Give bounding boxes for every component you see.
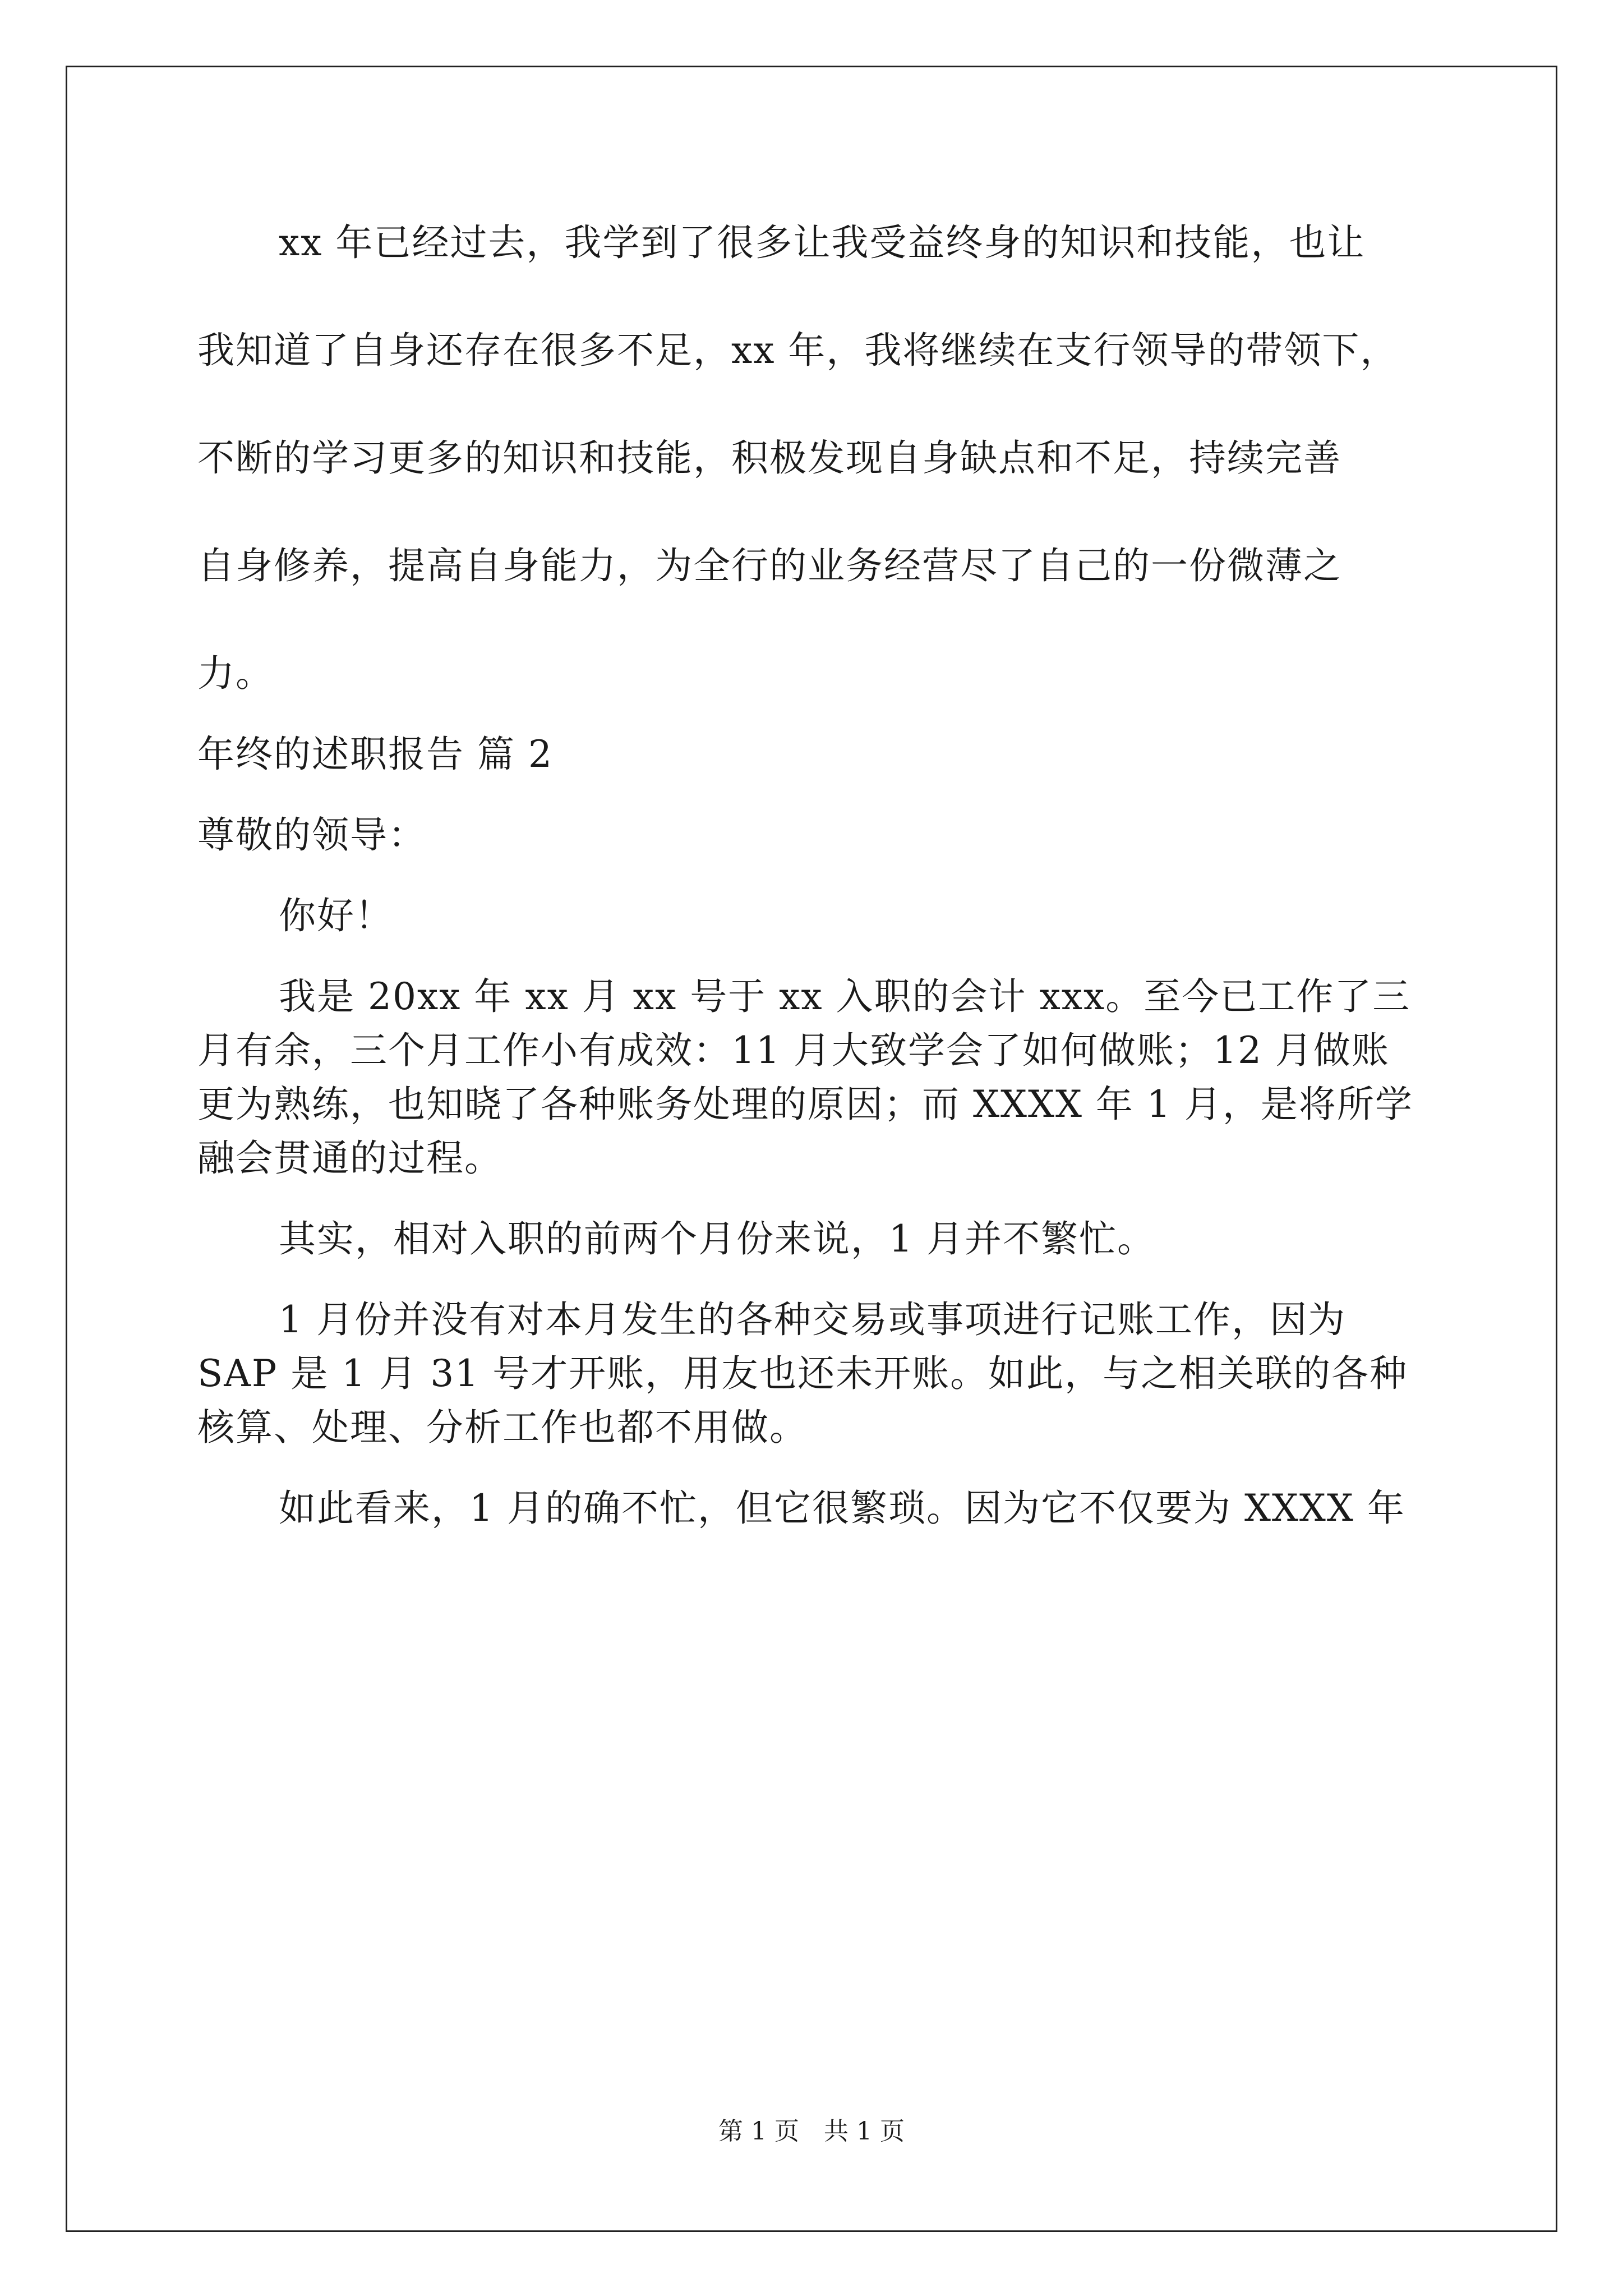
paragraph-line: 1 月份并没有对本月发生的各种交易或事项进行记账工作，因为 [279, 1298, 1346, 1341]
paragraph-line: xx 年已经过去，我学到了很多让我受益终身的知识和技能，也让 [279, 221, 1366, 264]
paragraph-line: 更为熟练，也知晓了各种账务处理的原因；而 XXXX 年 1 月，是将所学 [197, 1083, 1413, 1126]
salutation: 尊敬的领导： [197, 813, 426, 857]
paragraph-line: 如此看来，1 月的确不忙，但它很繁琐。因为它不仅要为 XXXX 年 [279, 1487, 1405, 1530]
paragraph-line: 核算、处理、分析工作也都不用做。 [197, 1406, 808, 1449]
page-number-footer: 第 1 页 共 1 页 [718, 2117, 905, 2146]
paragraph-line: 其实，相对入职的前两个月份来说，1 月并不繁忙。 [279, 1217, 1155, 1260]
paragraph-line: 我是 20xx 年 xx 月 xx 号于 xx 入职的会计 xxx。至今已工作了三 [279, 975, 1411, 1018]
paragraph-line: 力。 [197, 652, 274, 695]
greeting: 你好！ [279, 894, 393, 937]
section-title: 年终的述职报告 篇 2 [197, 733, 553, 776]
paragraph-line: SAP 是 1 月 31 号才开账，用友也还未开账。如此，与之相关联的各种 [197, 1352, 1408, 1395]
paragraph-line: 月有余，三个月工作小有成效：11 月大致学会了如何做账；12 月做账 [197, 1029, 1390, 1072]
paragraph-line: 不断的学习更多的知识和技能，积极发现自身缺点和不足，持续完善 [197, 436, 1341, 480]
document-body [197, 216, 1428, 1530]
paragraph-line: 自身修养，提高自身能力，为全行的业务经营尽了自己的一份微薄之 [197, 544, 1341, 587]
paragraph-line: 我知道了自身还存在很多不足，xx 年，我将继续在支行领导的带领下， [197, 329, 1399, 372]
paragraph-line: 融会贯通的过程。 [197, 1137, 502, 1180]
